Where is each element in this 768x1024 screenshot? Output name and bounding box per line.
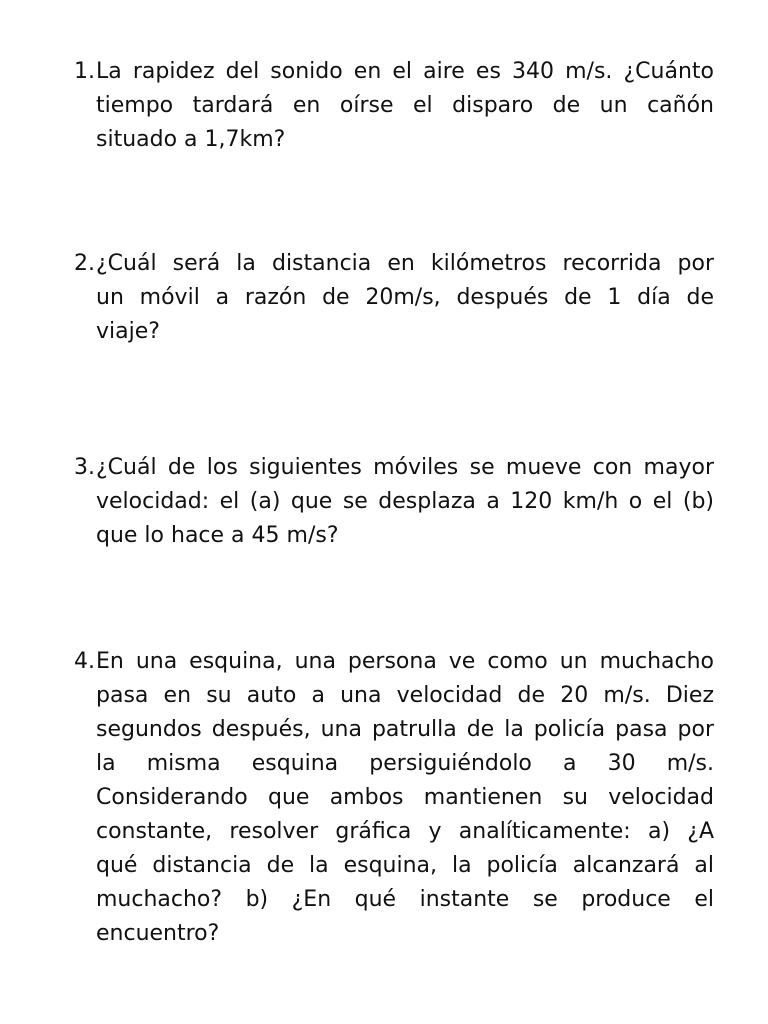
problem-text-line: La rapidez del sonido en el aire es 340 m/s. ¿Cuánto — [96, 59, 714, 84]
problem-text-line: viaje? — [96, 319, 160, 344]
problem-text-line: pasa en su auto a una velocidad de 20 m/s. Diez — [96, 683, 714, 708]
problem-number: 3. — [74, 455, 95, 480]
problem-text-line: encuentro? — [96, 921, 220, 946]
problem-3 — [74, 451, 714, 553]
problem-text-line: muchacho? b) ¿En qué instante se produce el — [96, 887, 714, 912]
problem-text-line: En una esquina, una persona ve como un muchacho — [96, 649, 714, 674]
problem-text-line: que lo hace a 45 m/s? — [96, 523, 339, 548]
problem-text-line: ¿Cuál de los siguientes móviles se mueve con mayor — [96, 455, 714, 480]
problem-text-line: qué distancia de la esquina, la policía alcanzará al — [96, 853, 714, 878]
problem-text-line: ¿Cuál será la distancia en kilómetros recorrida por — [96, 251, 714, 276]
problem-text-line: velocidad: el (a) que se desplaza a 120 km/h o el (b) — [96, 489, 714, 514]
problem-text-line: constante, resolver gráfica y analíticamente: a) ¿A — [96, 819, 714, 844]
problem-text-line: un móvil a razón de 20m/s, después de 1 día de — [96, 285, 714, 310]
problem-1 — [74, 55, 714, 157]
problem-number: 1. — [74, 59, 95, 84]
problem-text-line: segundos después, una patrulla de la policía pasa por — [96, 717, 714, 742]
problem-2 — [74, 247, 714, 349]
problem-text-line: tiempo tardará en oírse el disparo de un cañón — [96, 93, 714, 118]
problem-text-line: la misma esquina persiguiéndolo a 30 m/s. — [96, 751, 714, 776]
problem-number: 4. — [74, 649, 95, 674]
problem-text-line: Considerando que ambos mantienen su velocidad — [96, 785, 714, 810]
problem-4 — [74, 645, 714, 951]
problem-number: 2. — [74, 251, 95, 276]
problem-text-line: situado a 1,7km? — [96, 127, 286, 152]
